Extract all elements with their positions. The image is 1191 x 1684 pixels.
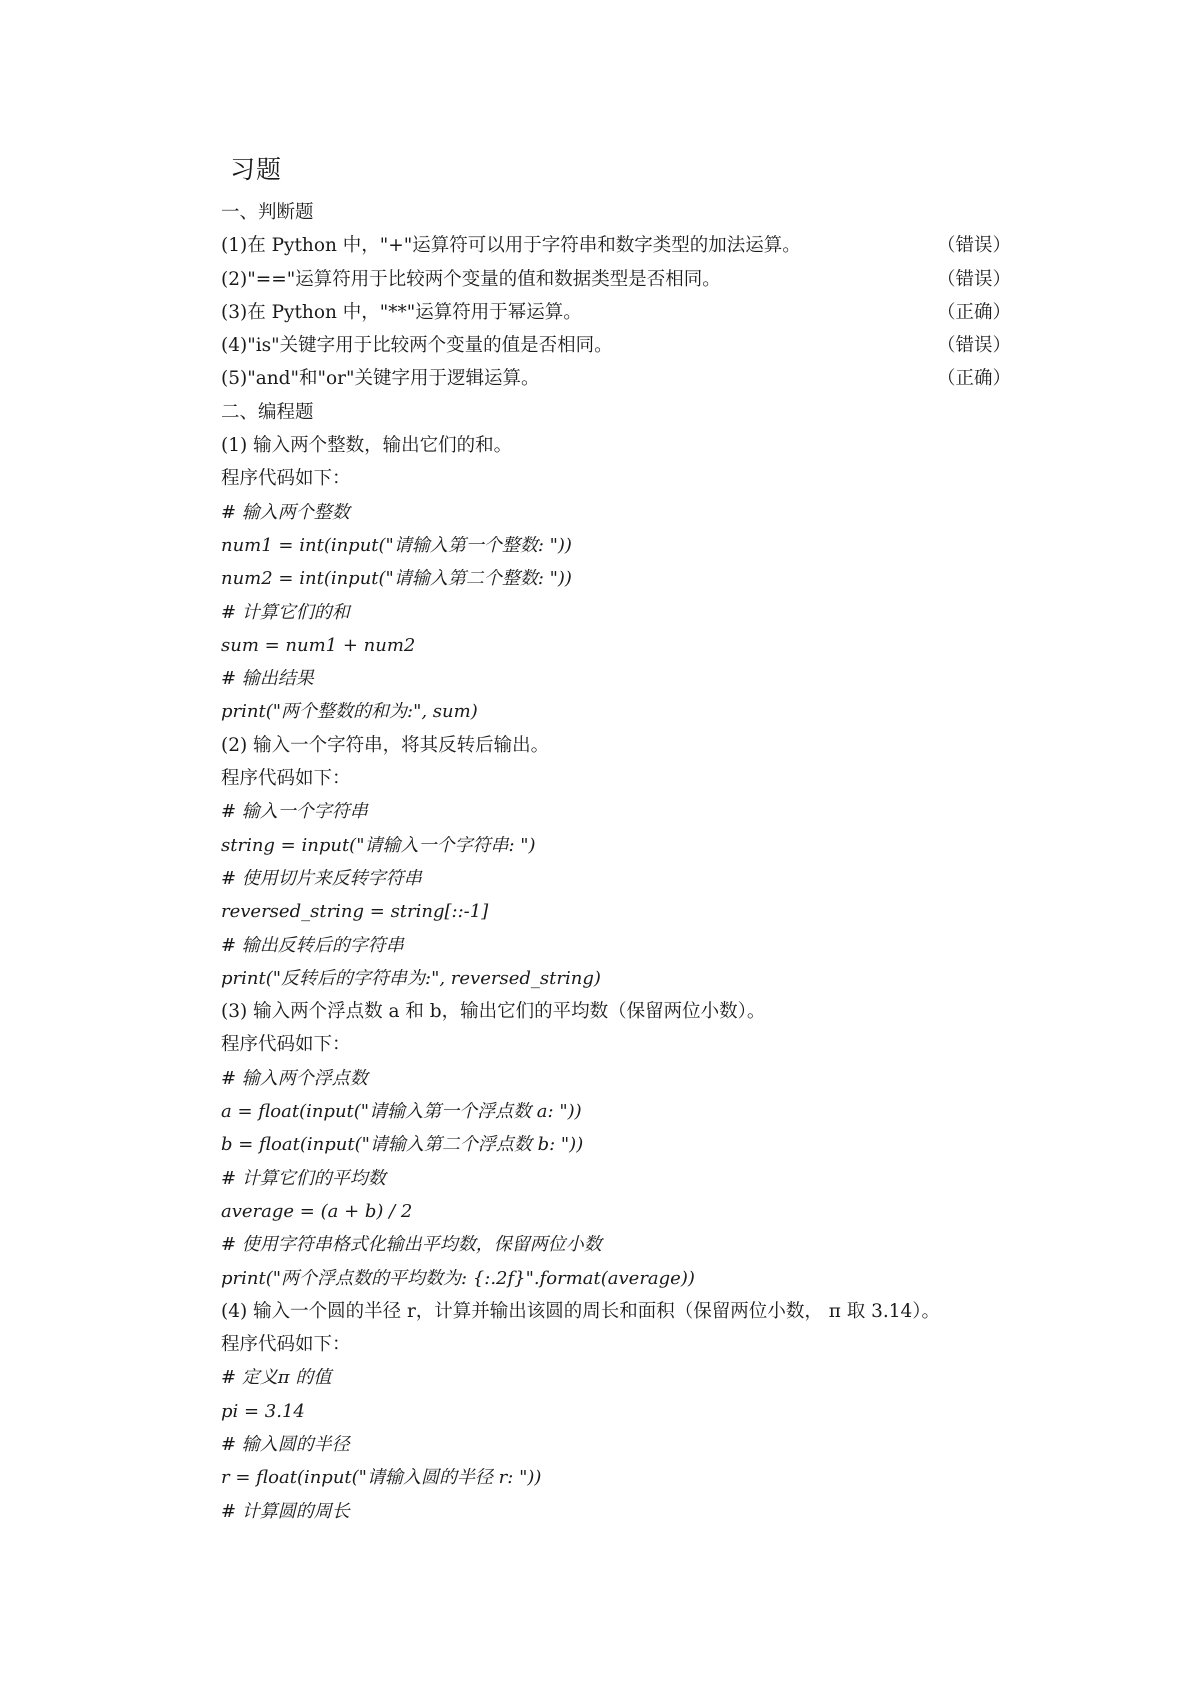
problem-question-1: (1) 输入两个整数，输出它们的和。 xyxy=(221,435,513,457)
section-heading-true-false: 一、判断题 xyxy=(221,202,314,223)
code-intro: 程序代码如下： xyxy=(221,468,351,490)
code-line: print("反转后的字符串为:", reversed_string) xyxy=(221,967,601,989)
code-line: pi = 3.14 xyxy=(221,1400,305,1422)
code-intro: 程序代码如下： xyxy=(221,1334,351,1356)
tf-question-5 xyxy=(221,362,1011,395)
tf-answer: （正确） xyxy=(936,368,1011,390)
tf-question-text: (4)"is"关键字用于比较两个变量的值是否相同。 xyxy=(221,335,613,357)
code-line: # 输出反转后的字符串 xyxy=(221,934,404,956)
tf-question-4 xyxy=(221,329,1011,362)
tf-answer: （错误） xyxy=(936,268,1011,290)
code-intro: 程序代码如下： xyxy=(221,1034,351,1056)
code-line: string = input("请输入一个字符串: ") xyxy=(221,834,536,856)
code-line: # 输入一个字符串 xyxy=(221,801,368,823)
tf-question-text: (2)"=="运算符用于比较两个变量的值和数据类型是否相同。 xyxy=(221,268,721,290)
code-line: # 输出结果 xyxy=(221,668,314,690)
code-line: # 计算它们的平均数 xyxy=(221,1167,386,1189)
problem-question-2: (2) 输入一个字符串，将其反转后输出。 xyxy=(221,734,550,756)
tf-question-text: (5)"and"和"or"关键字用于逻辑运算。 xyxy=(221,368,540,390)
tf-answer: （错误） xyxy=(936,335,1011,357)
code-line: # 输入两个浮点数 xyxy=(221,1067,368,1089)
code-intro: 程序代码如下： xyxy=(221,768,351,790)
page-title: 习题 xyxy=(230,155,283,184)
code-line: # 计算它们的和 xyxy=(221,601,350,623)
code-line: reversed_string = string[::-1] xyxy=(221,901,489,923)
code-line: average = (a + b) / 2 xyxy=(221,1200,413,1222)
code-line: # 计算圆的周长 xyxy=(221,1500,350,1522)
code-line: # 使用字符串格式化输出平均数，保留两位小数 xyxy=(221,1234,602,1256)
tf-question-text: (1)在 Python 中，"+"运算符可以用于字符串和数字类型的加法运算。 xyxy=(221,235,801,257)
code-line: # 使用切片来反转字符串 xyxy=(221,867,422,889)
document-body xyxy=(221,196,1011,1528)
code-line: print("两个整数的和为:", sum) xyxy=(221,701,478,723)
tf-question-3 xyxy=(221,296,1011,329)
code-line: num2 = int(input("请输入第二个整数: ")) xyxy=(221,568,572,590)
tf-question-text: (3)在 Python 中，"**"运算符用于幂运算。 xyxy=(221,301,582,323)
tf-question-1 xyxy=(221,229,1011,262)
code-line: sum = num1 + num2 xyxy=(221,634,416,656)
problem-question-4: (4) 输入一个圆的半径 r，计算并输出该圆的周长和面积（保留两位小数， π 取 3.14）。 xyxy=(221,1300,941,1322)
tf-question-2 xyxy=(221,263,1011,296)
tf-answer: （正确） xyxy=(936,301,1011,323)
tf-answer: （错误） xyxy=(936,235,1011,257)
code-line: b = float(input("请输入第二个浮点数 b: ")) xyxy=(221,1134,584,1156)
code-line: # 定义π 的值 xyxy=(221,1367,332,1389)
code-line: # 输入圆的半径 xyxy=(221,1433,350,1455)
code-line: print("两个浮点数的平均数为: {:.2f}".format(average)) xyxy=(221,1267,695,1289)
problem-question-3: (3) 输入两个浮点数 a 和 b，输出它们的平均数（保留两位小数）。 xyxy=(221,1001,766,1023)
section-heading-programming: 二、编程题 xyxy=(221,401,314,423)
code-line: r = float(input("请输入圆的半径 r: ")) xyxy=(221,1467,542,1489)
code-line: a = float(input("请输入第一个浮点数 a: ")) xyxy=(221,1101,582,1123)
code-line: # 输入两个整数 xyxy=(221,501,350,523)
code-line: num1 = int(input("请输入第一个整数: ")) xyxy=(221,534,572,556)
